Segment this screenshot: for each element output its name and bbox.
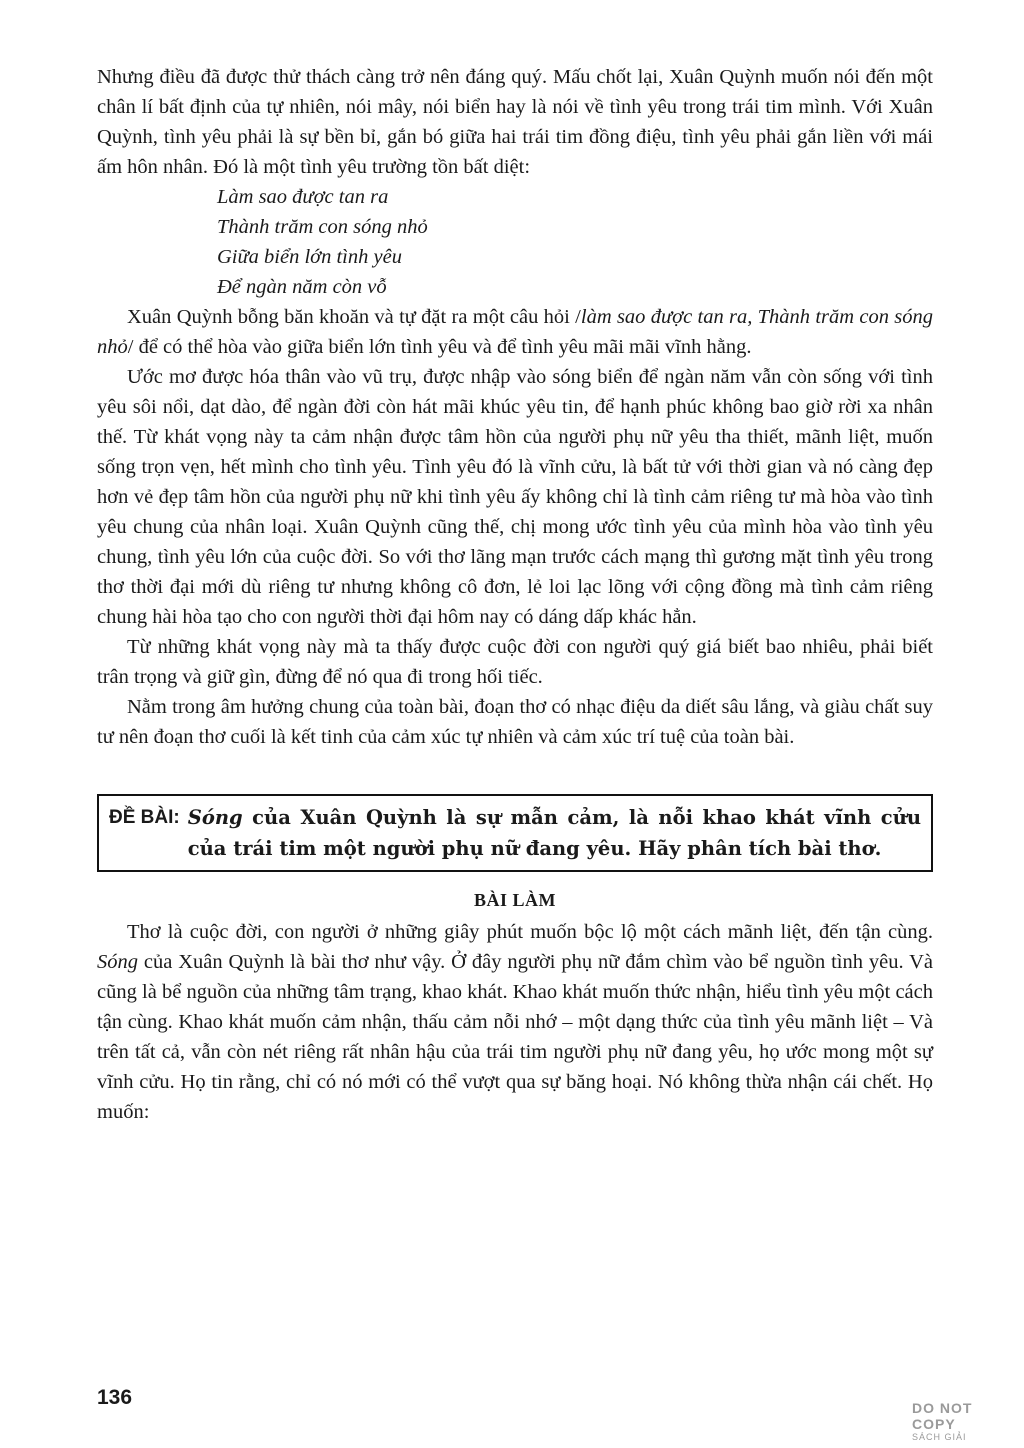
task-italic-title: Sóng bbox=[187, 806, 243, 829]
task-body: của Xuân Quỳnh là sự mẫn cảm, là nỗi khao khát vĩnh cửu của trái tim một người phụ nữ đang yêu. Hãy phân tích bài thơ. bbox=[187, 806, 921, 860]
verse-line: Giữa biển lớn tình yêu bbox=[217, 246, 402, 268]
paragraph-1: Nhưng điều đã được thử thách càng trở nên đáng quý. Mấu chốt lại, Xuân Quỳnh muốn nói đến một chân lí bất định của tự nhiên, nói mây, nói biển hay là nói về tình yêu trong trái tim mình. Với Xuân Quỳnh, tình yêu phải là sự bền bỉ, gắn bó giữa hai trái tim đồng điệu, tình yêu phải gắn liền với mái ấm hôn nhân. Đó là một tình yêu trường tồn bất diệt: bbox=[97, 66, 933, 178]
verse-line: Thành trăm con sóng nhỏ bbox=[217, 216, 428, 238]
paragraph-2-text-c: / để có thể hòa vào giữa biển lớn tình yêu và để tình yêu mãi mãi vĩnh hằng. bbox=[127, 336, 752, 358]
essay-text-b: của Xuân Quỳnh là bài thơ như vậy. Ở đây người phụ nữ đắm chìm vào bể nguồn tình yêu. Và cũng là bể nguồn của những tâm trạng, khao khát. Khao khát muốn thức nhận, hiểu tình yêu một cách tận cùng. Khao khát muốn cảm nhận, thấu cảm nỗi nhớ – một dạng thức của tình yêu mãnh liệt – Và trên tất cả, vẫn còn nét riêng rất nhân hậu của trái tim người phụ nữ đang yêu, họ ước mong một sự vĩnh cửu. Họ tin rằng, chỉ có nó mới có thể vượt qua sự băng hoại. Nó không thừa nhận cái chết. Họ muốn: bbox=[97, 951, 933, 1123]
task-text bbox=[188, 802, 921, 864]
poem-excerpt bbox=[217, 182, 933, 302]
essay-paragraph bbox=[97, 917, 933, 1127]
section-heading: BÀI LÀM bbox=[473, 890, 556, 910]
task-box bbox=[97, 794, 933, 872]
paragraph-2-text-a: Xuân Quỳnh bỗng băn khoăn và tự đặt ra một câu hỏi / bbox=[127, 306, 581, 328]
watermark-line-1: DO NOT COPY bbox=[912, 1400, 973, 1432]
watermark-line-2: SÁCH GIẢI bbox=[912, 1432, 967, 1442]
verse-line: Để ngàn năm còn vỗ bbox=[217, 276, 387, 298]
paragraph-3: Ước mơ được hóa thân vào vũ trụ, được nhập vào sóng biển để ngàn năm vẫn còn sống với tình yêu sôi nổi, dạt dào, để ngàn đời còn hát mãi khúc yêu tin, để hạnh phúc không bao giờ rời xa nhân thế. Từ khát vọng này ta cảm nhận được tâm hồn của người phụ nữ yêu tha thiết, mãnh liệt, muốn sống trọn vẹn, hết mình cho tình yêu. Tình yêu đó là vĩnh cửu, là bất tử với thời gian và nó càng đẹp hơn vẻ đẹp tâm hồn của người phụ nữ khi tình yêu ấy không chỉ là tình cảm riêng tư mà hòa vào tình yêu chung của nhân loại. Xuân Quỳnh cũng thế, chị mong ước tình yêu của mình hòa vào tình yêu chung, tình yêu lớn của cuộc đời. So với thơ lãng mạn trước cách mạng thì gương mặt tình yêu trong thơ thời đại mới dù riêng tư nhưng không cô đơn, lẻ loi lạc lõng với cộng đồng mà tình cảm riêng chung hài hòa tạo cho con người thời đại hôm nay có dáng dấp khác hẳn. bbox=[97, 366, 933, 628]
paragraph-5: Nằm trong âm hưởng chung của toàn bài, đoạn thơ có nhạc điệu da diết sâu lắng, và giàu chất suy tư nên đoạn thơ cuối là kết tinh của cảm xúc tự nhiên và cảm xúc trí tuệ của toàn bài. bbox=[97, 696, 933, 748]
essay-text-a: Thơ là cuộc đời, con người ở những giây phút muốn bộc lộ một cách mãnh liệt, đến tận cùng. bbox=[127, 921, 933, 943]
paragraph-2 bbox=[97, 302, 933, 362]
paragraph-2-quote: làm sao được tan ra, Thành trăm con sóng nhỏ bbox=[97, 306, 934, 358]
watermark-logo bbox=[912, 1400, 1012, 1444]
verse-line: Làm sao được tan ra bbox=[217, 186, 389, 208]
page-content bbox=[97, 62, 933, 1127]
page-number: 136 bbox=[97, 1386, 133, 1409]
task-label: ĐỀ BÀI: bbox=[109, 807, 180, 828]
essay-italic-title: Sóng bbox=[97, 951, 138, 973]
paragraph-4: Từ những khát vọng này mà ta thấy được cuộc đời con người quý giá biết bao nhiêu, phải biết trân trọng và giữ gìn, đừng để nó qua đi trong hối tiếc. bbox=[97, 636, 933, 688]
